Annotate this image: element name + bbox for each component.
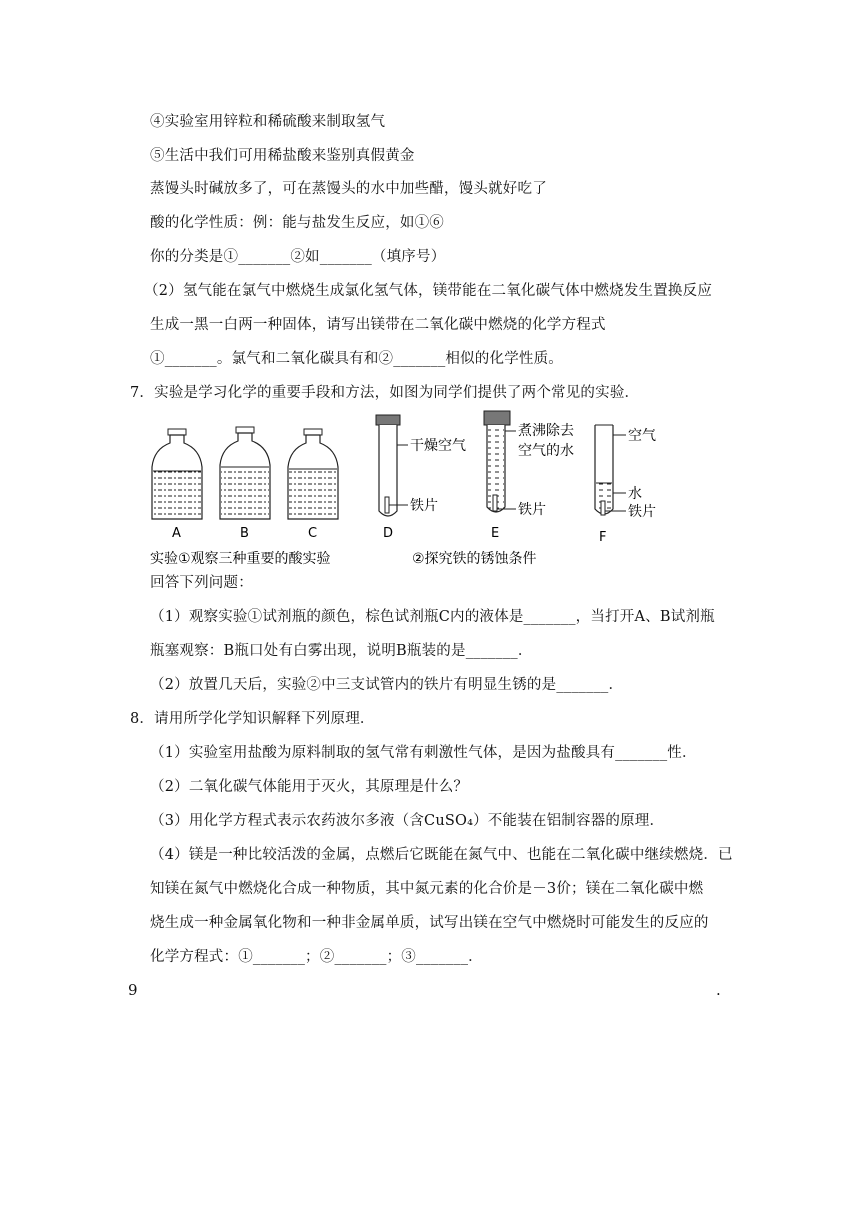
text-line-10: 回答下列问题：: [150, 575, 253, 591]
caption-experiment-2: ②探究铁的锈蚀条件: [412, 551, 537, 567]
text-line-20: 烧生成一种金属氧化物和一种非金属单质，试写出镁在空气中燃烧时可能发生的反应的: [150, 915, 709, 931]
tube-f-water-label: 水: [628, 486, 642, 502]
label-a: A: [172, 526, 181, 541]
text-line-15: （1）实验室用盐酸为原料制取的氢气常有刺激性气体，是因为盐酸具有_______性．: [150, 745, 697, 761]
text-line-11: （1）观察实验①试剂瓶的颜色，棕色试剂瓶C内的液体是_______，当打开A、B试剂瓶: [150, 609, 715, 625]
text-line-3: 蒸馒头时碱放多了，可在蒸馒头的水中加些醋，馒头就好吃了: [150, 181, 547, 197]
text-line-18: （4）镁是一种比较活泼的金属，点燃后它既能在氮气中、也能在二氧化碳中继续燃烧．已: [150, 847, 733, 863]
text-line-13: （2）放置几天后，实验②中三支试管内的铁片有明显生锈的是_______．: [150, 677, 624, 693]
tube-e-iron-label: 铁片: [518, 502, 546, 518]
label-f: F: [599, 530, 607, 545]
experiment-figure: [150, 409, 665, 571]
text-line-6: （2）氢气能在氯气中燃烧生成氯化氢气体，镁带能在二氧化碳气体中燃烧发生置换反应: [144, 283, 713, 299]
question-8-heading: 8．请用所学化学知识解释下列原理．: [130, 711, 375, 727]
text-line-5: 你的分类是①_______②如_______（填序号）: [150, 249, 446, 265]
tube-d-iron-label: 铁片: [410, 498, 438, 514]
page-number: 9: [128, 981, 138, 999]
label-e: E: [491, 526, 500, 541]
question-7-heading: 7．实验是学习化学的重要手段和方法，如图为同学们提供了两个常见的实验．: [130, 385, 640, 401]
trailing-mark: .: [716, 981, 721, 999]
tube-f-air-label: 空气: [628, 428, 656, 444]
text-line-21: 化学方程式：①_______；②_______；③_______．: [150, 949, 483, 965]
tube-d-air-label: 干燥空气: [410, 438, 466, 454]
label-c: C: [308, 526, 318, 541]
experiment-diagram: [150, 409, 665, 571]
label-b: B: [240, 526, 249, 541]
tube-e-water-label-1: 煮沸除去: [518, 423, 574, 439]
text-line-1: ④实验室用锌粒和稀硫酸来制取氢气: [150, 114, 386, 130]
tube-f-iron-label: 铁片: [628, 504, 656, 520]
tube-e-water-label-2: 空气的水: [518, 443, 574, 459]
caption-experiment-1: 实验①观察三种重要的酸实验: [150, 551, 331, 567]
text-line-8: ①_______。氯气和二氧化碳具有和②_______相似的化学性质。: [150, 351, 563, 367]
text-line-17: （3）用化学方程式表示农药波尔多液（含CuSO₄）不能装在铝制容器的原理．: [150, 813, 665, 829]
text-line-7: 生成一黑一白两一种固体，请写出镁带在二氧化碳中燃烧的化学方程式: [150, 317, 606, 333]
text-line-2: ⑤生活中我们可用稀盐酸来鉴别真假黄金: [150, 148, 415, 164]
text-line-19: 知镁在氮气中燃烧化合成一种物质，其中氮元素的化合价是－3价；镁在二氧化碳中燃: [150, 881, 704, 897]
text-line-16: （2）二氧化碳气体能用于灭火，其原理是什么？: [150, 779, 469, 795]
text-line-12: 瓶塞观察：B瓶口处有白雾出现，说明B瓶装的是_______．: [150, 643, 533, 659]
label-d: D: [383, 526, 394, 541]
text-line-4: 酸的化学性质：例：能与盐发生反应，如①⑥: [150, 215, 444, 231]
